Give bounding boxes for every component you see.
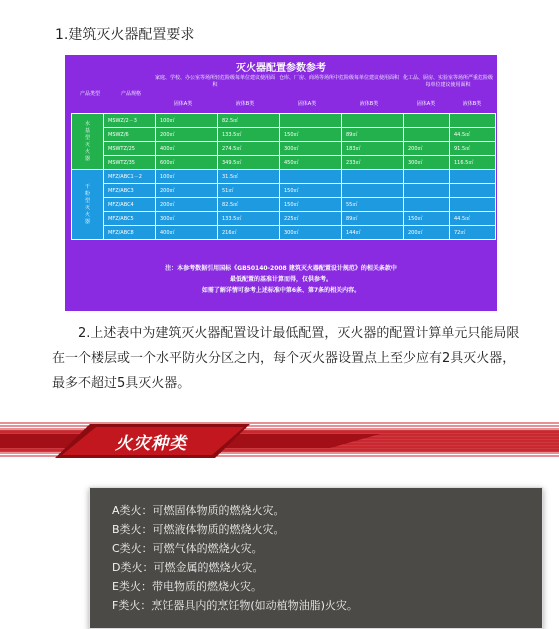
fire-type-item: C类火：可燃气体的燃烧火灾。 — [112, 542, 263, 555]
sub-header-a: 固体A类 — [173, 101, 193, 107]
group-header-light: 家庭、学校、办公室等场所轻危险级每单位建议使用面积 — [155, 75, 276, 88]
area-cell: 133.5㎡ — [218, 128, 280, 142]
area-cell: 233㎡ — [342, 156, 404, 170]
area-cell: 450㎡ — [280, 156, 342, 170]
category-powder: 干 粉 型 灭 火 器 — [72, 170, 104, 240]
area-cell — [450, 114, 496, 128]
area-cell: 400㎡ — [156, 226, 218, 240]
area-cell: 150㎡ — [280, 198, 342, 212]
area-cell: 274.5㎡ — [218, 142, 280, 156]
group-header-medium: 仓库、厂房、商场等场所中危险级每单位建议使用面积 — [279, 75, 400, 81]
area-cell: 51㎡ — [218, 184, 280, 198]
area-cell: 72㎡ — [450, 226, 496, 240]
fire-type-item: F类火：烹饪器具内的烹饪物(如动植物油脂)火灾。 — [112, 599, 358, 612]
area-cell — [450, 184, 496, 198]
table-row — [72, 170, 496, 184]
col-header-spec: 产品规格 — [120, 91, 141, 97]
fire-types-panel — [89, 487, 543, 629]
area-cell: 31.5㎡ — [218, 170, 280, 184]
spec-cell: MSWZ/6 — [104, 128, 156, 142]
section-title: 1.建筑灭火器配置要求 — [55, 27, 195, 43]
area-cell: 144㎡ — [342, 226, 404, 240]
table-row — [72, 198, 496, 212]
sub-header-b: 液体B类 — [235, 101, 255, 107]
config-table — [65, 55, 497, 311]
spec-cell: MSWTZ/35 — [104, 156, 156, 170]
spec-cell: MFZ/ABC4 — [104, 198, 156, 212]
area-cell: 200㎡ — [156, 198, 218, 212]
fire-type-item: A类火：可燃固体物质的燃烧火灾。 — [112, 504, 285, 517]
area-cell: 349.5㎡ — [218, 156, 280, 170]
area-cell: 200㎡ — [404, 226, 450, 240]
sub-header-b: 液体B类 — [462, 101, 482, 107]
area-cell: 91.5㎡ — [450, 142, 496, 156]
area-cell — [342, 184, 404, 198]
table-row — [72, 156, 496, 170]
area-cell: 82.5㎡ — [218, 198, 280, 212]
area-cell: 100㎡ — [156, 114, 218, 128]
area-cell — [404, 114, 450, 128]
note-line: 最低配置的基准计算而得，仅供参考。 — [229, 276, 332, 283]
area-cell: 89㎡ — [342, 128, 404, 142]
area-cell: 89㎡ — [342, 212, 404, 226]
area-cell: 216㎡ — [218, 226, 280, 240]
banner-title: 火灾种类 — [115, 434, 187, 454]
table-row — [72, 226, 496, 240]
spec-cell: MFZ/ABC8 — [104, 226, 156, 240]
area-cell — [404, 198, 450, 212]
table-row — [72, 212, 496, 226]
table-title: 灭火器配置参数参考 — [236, 63, 326, 74]
data-grid — [71, 113, 496, 240]
spec-cell: MSWTZ/25 — [104, 142, 156, 156]
spec-cell: MSWZ/2－3 — [104, 114, 156, 128]
area-cell: 150㎡ — [280, 184, 342, 198]
table-row — [72, 114, 496, 128]
area-cell — [280, 170, 342, 184]
area-cell — [342, 170, 404, 184]
table-row — [72, 184, 496, 198]
area-cell: 200㎡ — [156, 184, 218, 198]
table-note — [65, 263, 497, 296]
area-cell — [404, 184, 450, 198]
area-cell — [342, 114, 404, 128]
table-row — [72, 142, 496, 156]
area-cell: 183㎡ — [342, 142, 404, 156]
spec-cell: MFZ/ABC3 — [104, 184, 156, 198]
area-cell — [450, 198, 496, 212]
section-banner — [0, 420, 559, 462]
fire-type-item: E类火：带电物质的燃烧火灾。 — [112, 580, 262, 593]
area-cell: 100㎡ — [156, 170, 218, 184]
fire-type-item: B类火：可燃液体物质的燃烧火灾。 — [112, 523, 285, 536]
config-paragraph: 2.上述表中为建筑灭火器配置设计最低配置，灭火器的配置计算单元只能局限在一个楼层或一个水平防火分区之内，每个灭火器设置点上至少应有2具灭火器，最多不超过5具灭火器。 — [52, 326, 520, 391]
area-cell: 200㎡ — [404, 142, 450, 156]
area-cell: 150㎡ — [280, 128, 342, 142]
area-cell: 44.5㎡ — [450, 128, 496, 142]
note-line: 注：本参考数据引用国标《GB50140-2008 建筑灭火器配置设计规范》的相关条款中 — [165, 265, 397, 272]
col-header-type: 产品类型 — [79, 91, 100, 97]
area-cell: 82.5㎡ — [218, 114, 280, 128]
area-cell — [404, 170, 450, 184]
category-water: 水 基 型 灭 火 器 — [72, 114, 104, 170]
area-cell: 600㎡ — [156, 156, 218, 170]
area-cell: 300㎡ — [156, 212, 218, 226]
spec-cell: MFZ/ABC5 — [104, 212, 156, 226]
group-header-severe: 化工品、厨房、实验室等场所严重危险级每单位建议使用面积 — [403, 75, 494, 88]
sub-header-b: 液体B类 — [359, 101, 379, 107]
area-cell — [280, 114, 342, 128]
area-cell — [450, 170, 496, 184]
sub-header-a: 固体A类 — [297, 101, 317, 107]
area-cell: 400㎡ — [156, 142, 218, 156]
area-cell: 300㎡ — [404, 156, 450, 170]
area-cell — [404, 128, 450, 142]
table-row — [72, 128, 496, 142]
fire-type-item: D类火：可燃金属的燃烧火灾。 — [112, 561, 264, 574]
note-line: 如需了解详情可参考上述标准中第6条、第7条的相关内容。 — [201, 287, 361, 294]
area-cell: 133.5㎡ — [218, 212, 280, 226]
area-cell: 300㎡ — [280, 226, 342, 240]
sub-header-a: 固体A类 — [416, 101, 436, 107]
area-cell: 300㎡ — [280, 142, 342, 156]
spec-cell: MFZ/ABC1－2 — [104, 170, 156, 184]
area-cell: 150㎡ — [404, 212, 450, 226]
area-cell: 55㎡ — [342, 198, 404, 212]
area-cell: 225㎡ — [280, 212, 342, 226]
area-cell: 44.5㎡ — [450, 212, 496, 226]
area-cell: 116.5㎡ — [450, 156, 496, 170]
area-cell: 200㎡ — [156, 128, 218, 142]
